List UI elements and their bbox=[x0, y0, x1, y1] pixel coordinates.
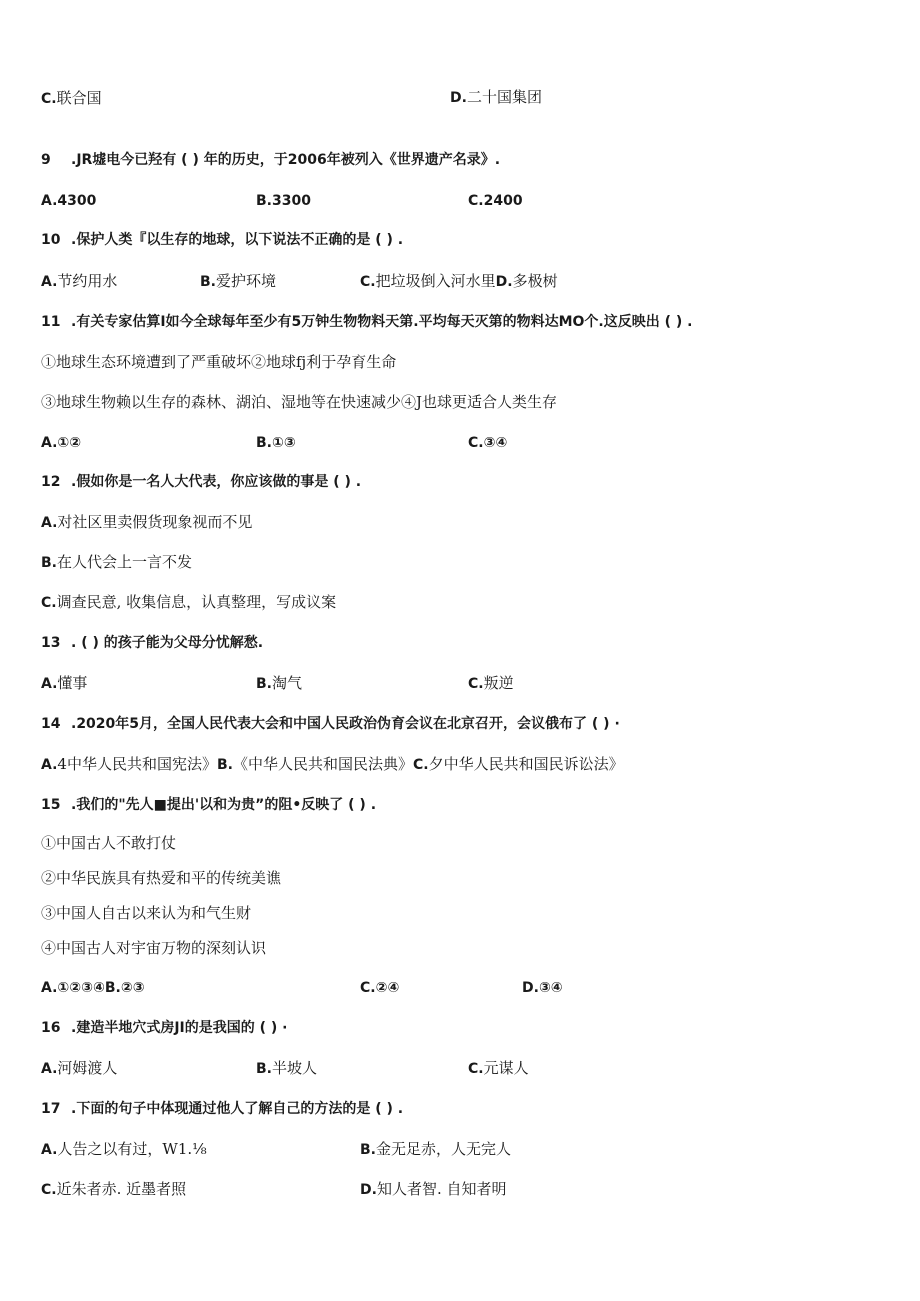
question-12: 12 .假如你是一名人大代表，你应该做的事是 ( ) . bbox=[41, 474, 362, 490]
option-b-label: B. bbox=[216, 757, 233, 773]
question-10: 10 .保护人类『以生存的地球，以下说法不正确的是 ( ) . bbox=[41, 232, 404, 248]
option-d: D.二十国集团 bbox=[450, 88, 542, 106]
option-a-text: 4中华人民共和国宪法》 bbox=[57, 755, 217, 773]
option-c: C.③④ bbox=[468, 435, 508, 451]
option-c: C.近朱者赤. 近墨者照 bbox=[41, 1180, 187, 1198]
option-b: B.①③ bbox=[256, 435, 296, 451]
option-a: A.4300 bbox=[41, 193, 97, 209]
option-c: C.联合国 bbox=[41, 89, 102, 107]
option-c: C.②④ bbox=[360, 980, 400, 996]
options-row bbox=[41, 754, 624, 775]
option-b-text: 《中华人民共和国民法典》 bbox=[232, 755, 413, 773]
question-16: 16 .建造半地穴式房JI的是我国的 ( ) · bbox=[41, 1020, 288, 1036]
option-a: A.①② bbox=[41, 435, 82, 451]
statement: ①中国古人不敢打仗 bbox=[41, 834, 177, 852]
option-a: A.节约用水 bbox=[41, 272, 118, 290]
statement: ③中国人自古以来认为和气生财 bbox=[41, 904, 252, 922]
option-c-label: C. bbox=[412, 757, 429, 773]
option-a: A.河姆渡人 bbox=[41, 1059, 118, 1077]
option-c: C.叛逆 bbox=[468, 674, 514, 692]
option-b: B.爱护环境 bbox=[200, 272, 277, 290]
question-17: 17 .下面的句子中体现通过他人了解自己的方法的是 ( ) . bbox=[41, 1101, 404, 1117]
option-c: C.元谋人 bbox=[468, 1059, 529, 1077]
option-a: A.人告之以有过，W1.⅛ bbox=[41, 1140, 207, 1158]
option-c: C.把垃圾倒入河水里D.多极树 bbox=[360, 272, 558, 290]
option-c: C.调查民意, 收集信息，认真整理，写成议案 bbox=[41, 593, 337, 611]
option-d: D.知人者智. 自知者明 bbox=[360, 1180, 507, 1198]
option-b: B.3300 bbox=[256, 193, 311, 209]
statement: ④中国古人对宇宙万物的深刻认识 bbox=[41, 939, 267, 957]
option-c-text: 夕中华人民共和国民诉讼法》 bbox=[428, 755, 624, 773]
option-b: B.金无足赤，人无完人 bbox=[360, 1140, 512, 1158]
option-b: B.淘气 bbox=[256, 674, 303, 692]
option-b: B.半坡人 bbox=[256, 1059, 318, 1077]
option-a-label: A. bbox=[41, 757, 58, 773]
question-11: 11 .有关专家估算I如今全球每年至少有5万钟生物物料天第.平均每天灭第的物料达MO个.这反映出 ( ) . bbox=[41, 314, 693, 330]
statement: ①地球生态环境遭到了严重破坏②地球fj利于孕育生命 bbox=[41, 353, 397, 371]
statement: ③地球生物赖以生存的森林、湖泊、湿地等在快速减少④J也球更适合人类生存 bbox=[41, 393, 558, 411]
option-d: D.③④ bbox=[522, 980, 563, 996]
statement: ②中华民族具有热爱和平的传统美谯 bbox=[41, 869, 282, 887]
option-c: C.2400 bbox=[468, 193, 523, 209]
option-b: B.在人代会上一言不发 bbox=[41, 553, 193, 571]
option-a: A.①②③④B.②③ bbox=[41, 980, 145, 996]
question-14: 14 .2020年5月，全国人民代表大会和中国人民政治伪育会议在北京召开，会议俄布了 ( ) · bbox=[41, 716, 620, 732]
option-a: A.对社区里卖假货现象视而不见 bbox=[41, 513, 253, 531]
option-a: A.懂事 bbox=[41, 674, 88, 692]
question-15: 15 .我们的"先人■提出'以和为贵”的阻•反映了 ( ) . bbox=[41, 797, 377, 813]
question-13: 13 . ( ) 的孩子能为父母分忧解愁. bbox=[41, 635, 264, 651]
question-9: 9 .JR墟电今已羟有 ( ) 年的历史，于2006年被列入《世界遗产名录》. bbox=[41, 152, 501, 168]
